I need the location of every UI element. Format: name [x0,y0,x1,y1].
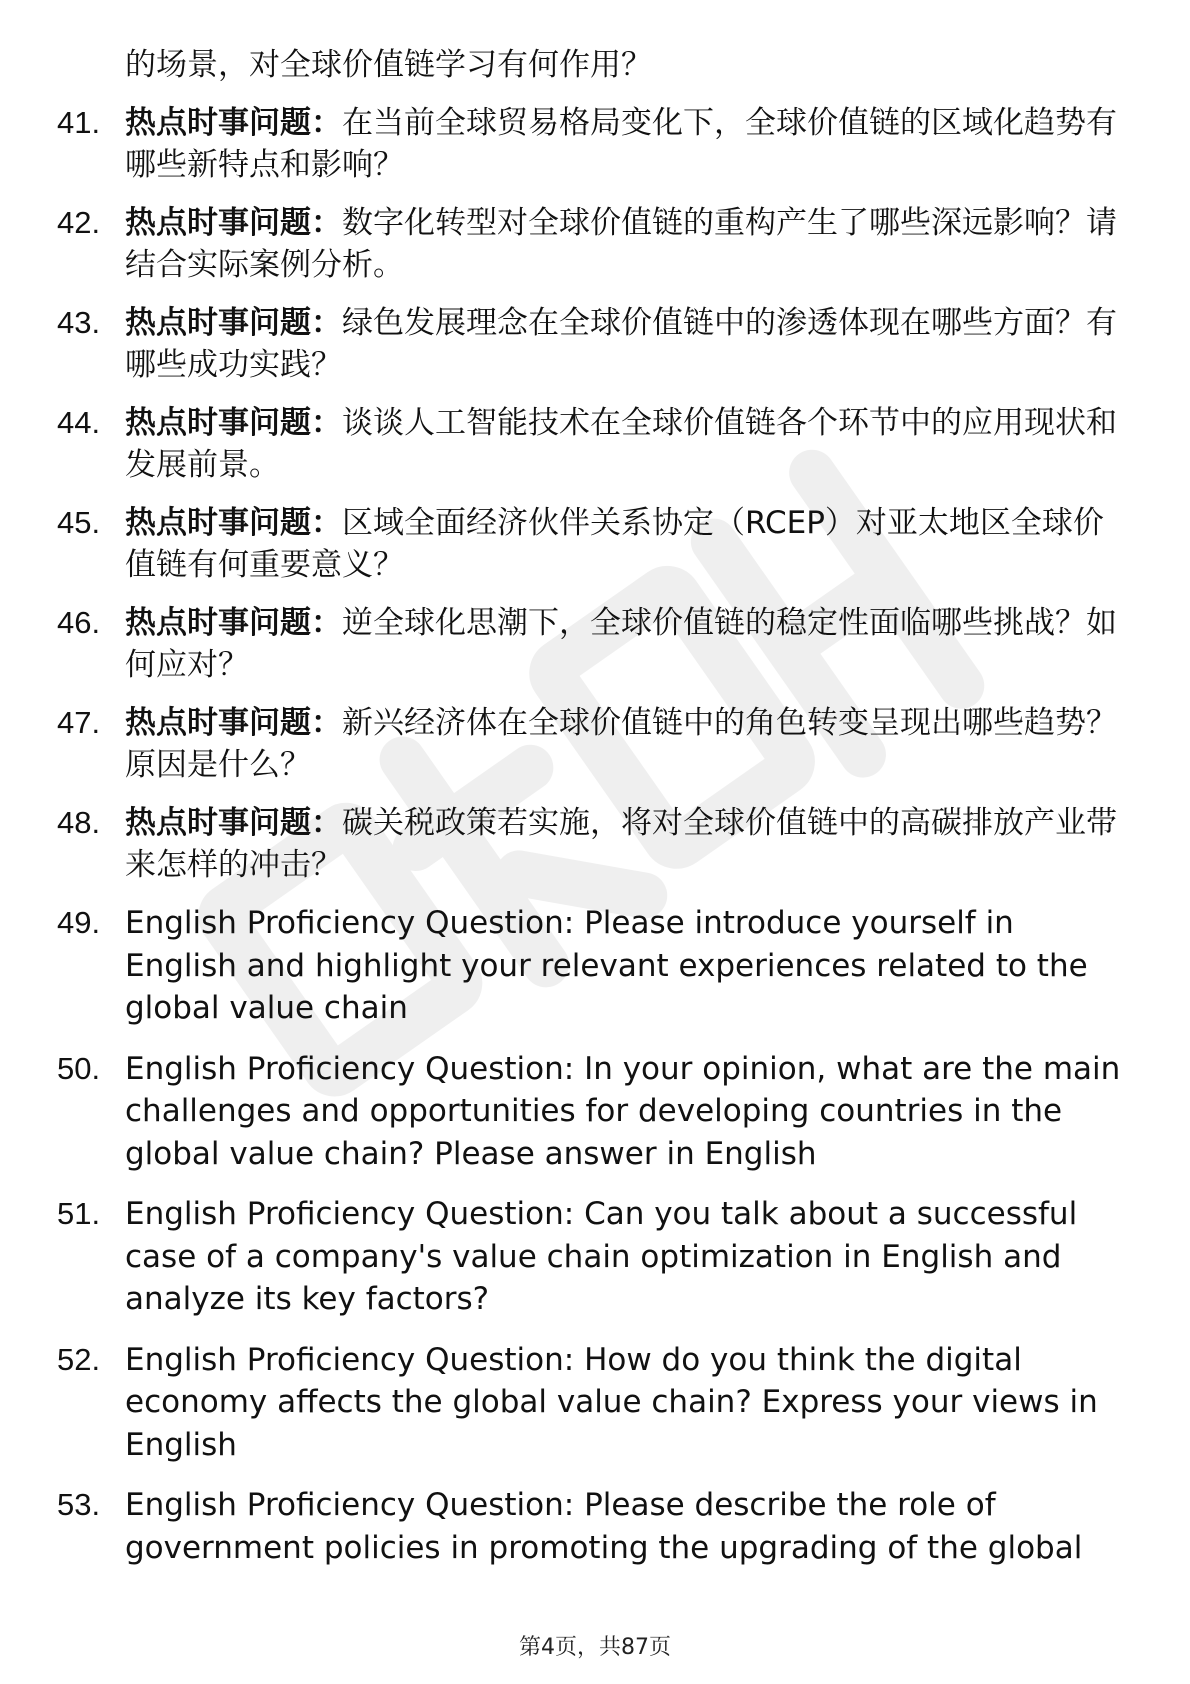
question-number: 41. [57,105,101,140]
question-list [0,102,1190,1569]
page-footer: 第4页，共87页 [519,1635,671,1660]
question-text: 谈谈人工智能技术在全球价值链各个环节中的应用现状和发展前景。 [125,405,1117,483]
question-text: 绿色发展理念在全球价值链中的渗透体现在哪些方面？有哪些成功实践？ [125,305,1117,383]
question-label: 热点时事问题： [125,605,342,641]
question-number: 46. [57,605,101,640]
question-number: 45. [57,505,101,540]
question-item [57,1048,1130,1176]
question-number: 53. [57,1487,101,1522]
question-text: 逆全球化思潮下，全球价值链的稳定性面临哪些挑战？如何应对？ [125,605,1117,683]
question-number: 43. [57,305,101,340]
question-number: 49. [57,905,101,940]
question-text: English Proficiency Question: In your opinion, what are the main challenges and opportunities for developing countries in the global value chain? Please answer in English [125,1050,1121,1172]
question-number: 50. [57,1050,101,1086]
question-item [57,102,1130,186]
question-item [57,802,1130,886]
question-text: 区域全面经济伙伴关系协定（RCEP）对亚太地区全球价值链有何重要意义？ [125,505,1104,583]
question-item [57,902,1130,1030]
document-content [0,44,1190,1587]
question-label: 热点时事问题： [125,105,342,141]
question-item [57,702,1130,786]
question-text: English Proficiency Question: How do you think the digital economy affects the global value chain? Express your views in English [125,1341,1098,1463]
question-number: 48. [57,805,101,840]
question-text: 在当前全球贸易格局变化下，全球价值链的区域化趋势有哪些新特点和影响？ [125,105,1117,183]
question-number: 52. [57,1341,101,1377]
question-number: 44. [57,405,101,440]
question-text: 数字化转型对全球价值链的重构产生了哪些深远影响？请结合实际案例分析。 [125,205,1117,283]
question-item [57,302,1130,386]
question-number: 47. [57,705,101,740]
question-label: 热点时事问题： [125,705,342,741]
question-item [57,602,1130,686]
question-item [57,1339,1130,1467]
question-number: 51. [57,1196,101,1231]
question-item [57,1193,1130,1321]
question-text: English Proficiency Question: Please introduce yourself in English and highlight your relevant experiences related to the global value chain [125,905,1088,1026]
question-label: 热点时事问题： [125,205,342,241]
question-label: 热点时事问题： [125,805,342,841]
question-text: 新兴经济体在全球价值链中的角色转变呈现出哪些趋势？原因是什么？ [125,705,1117,783]
continuation-text: 的场景，对全球价值链学习有何作用？ [125,47,652,83]
question-item [57,1484,1130,1569]
question-label: 热点时事问题： [125,305,342,341]
question-text: 碳关税政策若实施，将对全球价值链中的高碳排放产业带来怎样的冲击？ [125,805,1117,883]
question-item [57,202,1130,286]
question-text: English Proficiency Question: Can you talk about a successful case of a company's value chain optimization in English and analyze its key factors? [125,1196,1078,1317]
question-item [57,502,1130,586]
question-item [57,402,1130,486]
question-label: 热点时事问题： [125,505,342,541]
question-text: English Proficiency Question: Please describe the role of government policies in promoting the upgrading of the global [125,1487,1083,1566]
question-number: 42. [57,205,101,240]
question-label: 热点时事问题： [125,405,342,441]
